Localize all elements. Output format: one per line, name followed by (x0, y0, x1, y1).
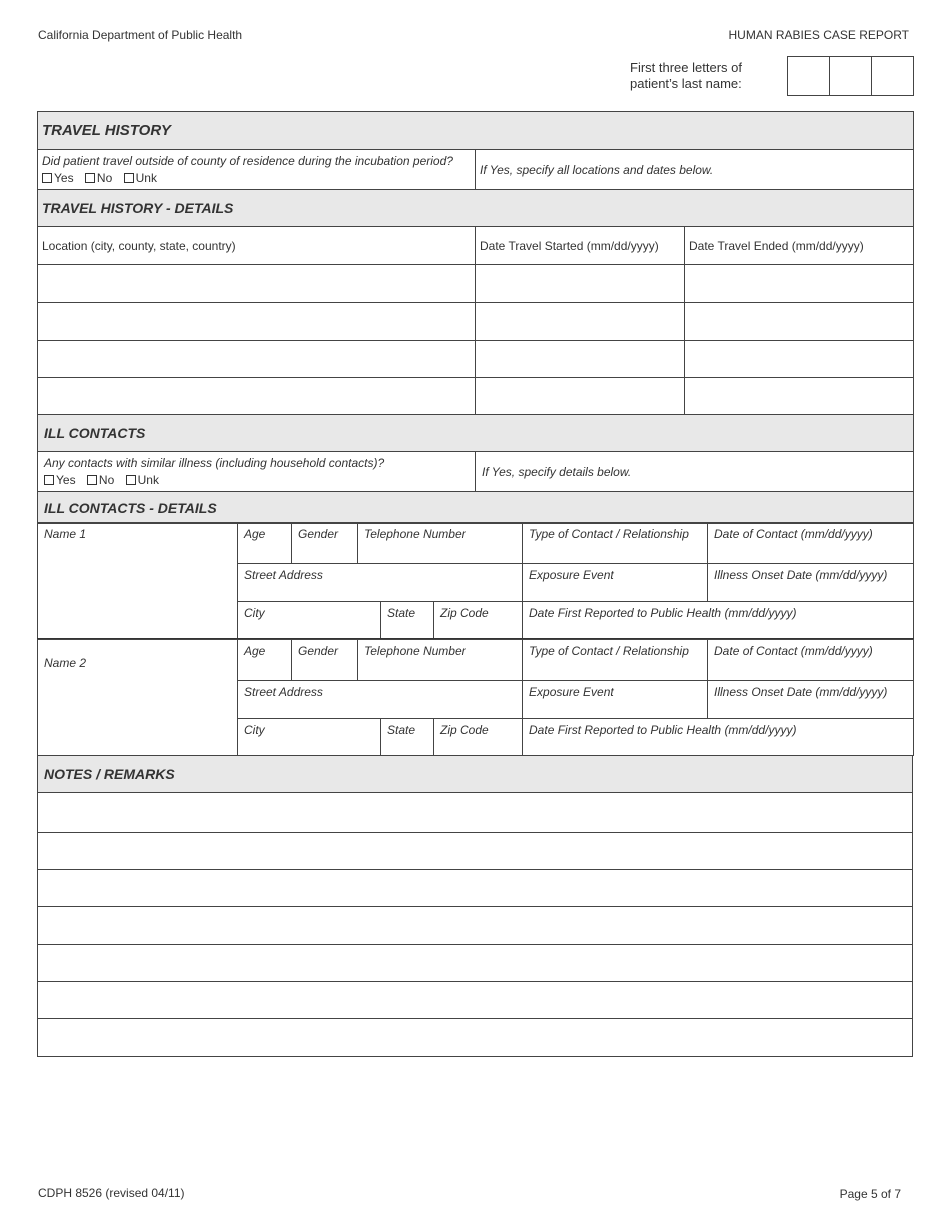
travel-option-no[interactable] (85, 171, 112, 185)
travel-question: Did patient travel outside of county of residence during the incubation period? (42, 153, 453, 168)
field-label: City (244, 606, 265, 620)
initial-box-1[interactable] (788, 57, 830, 95)
page-number: Page 5 of 7 (839, 1187, 901, 1201)
state-field[interactable] (381, 719, 434, 756)
date-ended-field[interactable] (685, 378, 914, 415)
notes-line[interactable] (38, 907, 913, 945)
initials-label-line2: patient’s last name: (630, 76, 742, 91)
date-first-reported-field[interactable] (523, 719, 914, 756)
type-of-contact-field[interactable] (523, 523, 708, 564)
notes-line[interactable] (38, 945, 913, 982)
notes-line[interactable] (38, 833, 913, 870)
initials-label-line1: First three letters of (630, 60, 742, 75)
field-label: Telephone Number (364, 527, 466, 541)
field-label: Gender (298, 527, 339, 541)
gender-field[interactable] (292, 640, 358, 681)
col-location: Location (city, county, state, country) (38, 227, 476, 265)
travel-question-cell (38, 150, 476, 190)
option-label: No (98, 472, 115, 487)
initial-box-2[interactable] (830, 57, 872, 95)
location-field[interactable] (38, 378, 476, 415)
option-label: No (96, 170, 113, 185)
date-started-field[interactable] (476, 303, 685, 341)
ill-option-no[interactable] (87, 473, 114, 487)
ill-contacts-details-heading: ILL CONTACTS - DETAILS (38, 492, 914, 524)
notes-line[interactable] (38, 1019, 913, 1057)
field-label: Illness Onset Date (mm/dd/yyyy) (714, 568, 888, 582)
ill-options (44, 472, 471, 489)
travel-history-heading: TRAVEL HISTORY (38, 112, 914, 150)
checkbox-icon (124, 173, 134, 183)
checkbox-icon (44, 475, 54, 485)
field-label: Street Address (244, 568, 323, 582)
option-label: Yes (56, 472, 76, 487)
contact-2-name-field[interactable] (38, 640, 238, 756)
checkbox-icon (126, 475, 136, 485)
field-label: Gender (298, 644, 339, 658)
street-address-field[interactable] (238, 564, 523, 602)
zip-field[interactable] (434, 719, 523, 756)
notes-line[interactable] (38, 793, 913, 833)
field-label: Street Address (244, 685, 323, 699)
notes-heading: NOTES / REMARKS (38, 756, 913, 793)
city-field[interactable] (238, 602, 381, 639)
checkbox-icon (85, 173, 95, 183)
field-label: Date First Reported to Public Health (mm/dd/yyyy) (529, 723, 797, 737)
contact-1-name-field[interactable] (38, 523, 238, 639)
field-label: Zip Code (440, 606, 489, 620)
age-field[interactable] (238, 523, 292, 564)
checkbox-icon (42, 173, 52, 183)
field-label: Age (244, 644, 266, 658)
ill-instruction: If Yes, specify details below. (476, 452, 914, 492)
state-field[interactable] (381, 602, 434, 639)
illness-onset-field[interactable] (708, 681, 914, 719)
initials-input-group (787, 56, 914, 96)
exposure-event-field[interactable] (523, 564, 708, 602)
field-label: Telephone Number (364, 644, 466, 658)
exposure-event-field[interactable] (523, 681, 708, 719)
option-label: Yes (54, 170, 74, 185)
option-label: Unk (135, 170, 157, 185)
ill-contact-1 (37, 522, 914, 640)
date-of-contact-field[interactable] (708, 523, 914, 564)
notes-line[interactable] (38, 982, 913, 1019)
date-started-field[interactable] (476, 378, 685, 415)
date-ended-field[interactable] (685, 341, 914, 378)
field-label: State (387, 606, 416, 620)
gender-field[interactable] (292, 523, 358, 564)
ill-question-cell (38, 452, 476, 492)
col-date-started: Date Travel Started (mm/dd/yyyy) (476, 227, 685, 265)
telephone-field[interactable] (358, 640, 523, 681)
telephone-field[interactable] (358, 523, 523, 564)
field-label: Type of Contact / Relationship (529, 644, 689, 658)
contact-name-label: Name 1 (44, 527, 87, 541)
travel-details-heading: TRAVEL HISTORY - DETAILS (38, 190, 914, 227)
travel-option-yes[interactable] (42, 171, 74, 185)
type-of-contact-field[interactable] (523, 640, 708, 681)
field-label: Date of Contact (mm/dd/yyyy) (714, 527, 873, 541)
illness-onset-field[interactable] (708, 564, 914, 602)
field-label: Type of Contact / Relationship (529, 527, 689, 541)
location-field[interactable] (38, 303, 476, 341)
field-label: City (244, 723, 265, 737)
option-label: Unk (137, 472, 159, 487)
initials-label (630, 60, 770, 92)
travel-instruction: If Yes, specify all locations and dates below. (476, 150, 914, 190)
initial-box-3[interactable] (872, 57, 913, 95)
date-ended-field[interactable] (685, 265, 914, 303)
col-date-ended: Date Travel Ended (mm/dd/yyyy) (685, 227, 914, 265)
ill-option-unk[interactable] (126, 473, 159, 487)
city-field[interactable] (238, 719, 381, 756)
zip-field[interactable] (434, 602, 523, 639)
travel-option-unk[interactable] (124, 171, 157, 185)
location-field[interactable] (38, 265, 476, 303)
date-first-reported-field[interactable] (523, 602, 914, 639)
date-started-field[interactable] (476, 265, 685, 303)
field-label: Date First Reported to Public Health (mm/dd/yyyy) (529, 606, 797, 620)
date-ended-field[interactable] (685, 303, 914, 341)
field-label: Exposure Event (529, 568, 614, 582)
date-started-field[interactable] (476, 341, 685, 378)
form-id: CDPH 8526 (revised 04/11) (38, 1186, 185, 1200)
field-label: Zip Code (440, 723, 489, 737)
location-field[interactable] (38, 341, 476, 378)
contact-name-label: Name 2 (44, 656, 87, 670)
ill-contact-2 (37, 639, 914, 756)
field-label: Exposure Event (529, 685, 614, 699)
street-address-field[interactable] (238, 681, 523, 719)
travel-options (42, 170, 471, 187)
field-label: Age (244, 527, 266, 541)
field-label: Date of Contact (mm/dd/yyyy) (714, 644, 873, 658)
agency-name: California Department of Public Health (38, 28, 243, 42)
date-of-contact-field[interactable] (708, 640, 914, 681)
ill-option-yes[interactable] (44, 473, 76, 487)
report-title: HUMAN RABIES CASE REPORT (728, 28, 909, 42)
age-field[interactable] (238, 640, 292, 681)
notes-line[interactable] (38, 870, 913, 907)
ill-contacts-heading: ILL CONTACTS (38, 415, 914, 452)
travel-form-table (37, 111, 914, 524)
checkbox-icon (87, 475, 97, 485)
ill-question: Any contacts with similar illness (including household contacts)? (44, 455, 385, 470)
field-label: State (387, 723, 416, 737)
notes-table (37, 755, 913, 1057)
field-label: Illness Onset Date (mm/dd/yyyy) (714, 685, 888, 699)
